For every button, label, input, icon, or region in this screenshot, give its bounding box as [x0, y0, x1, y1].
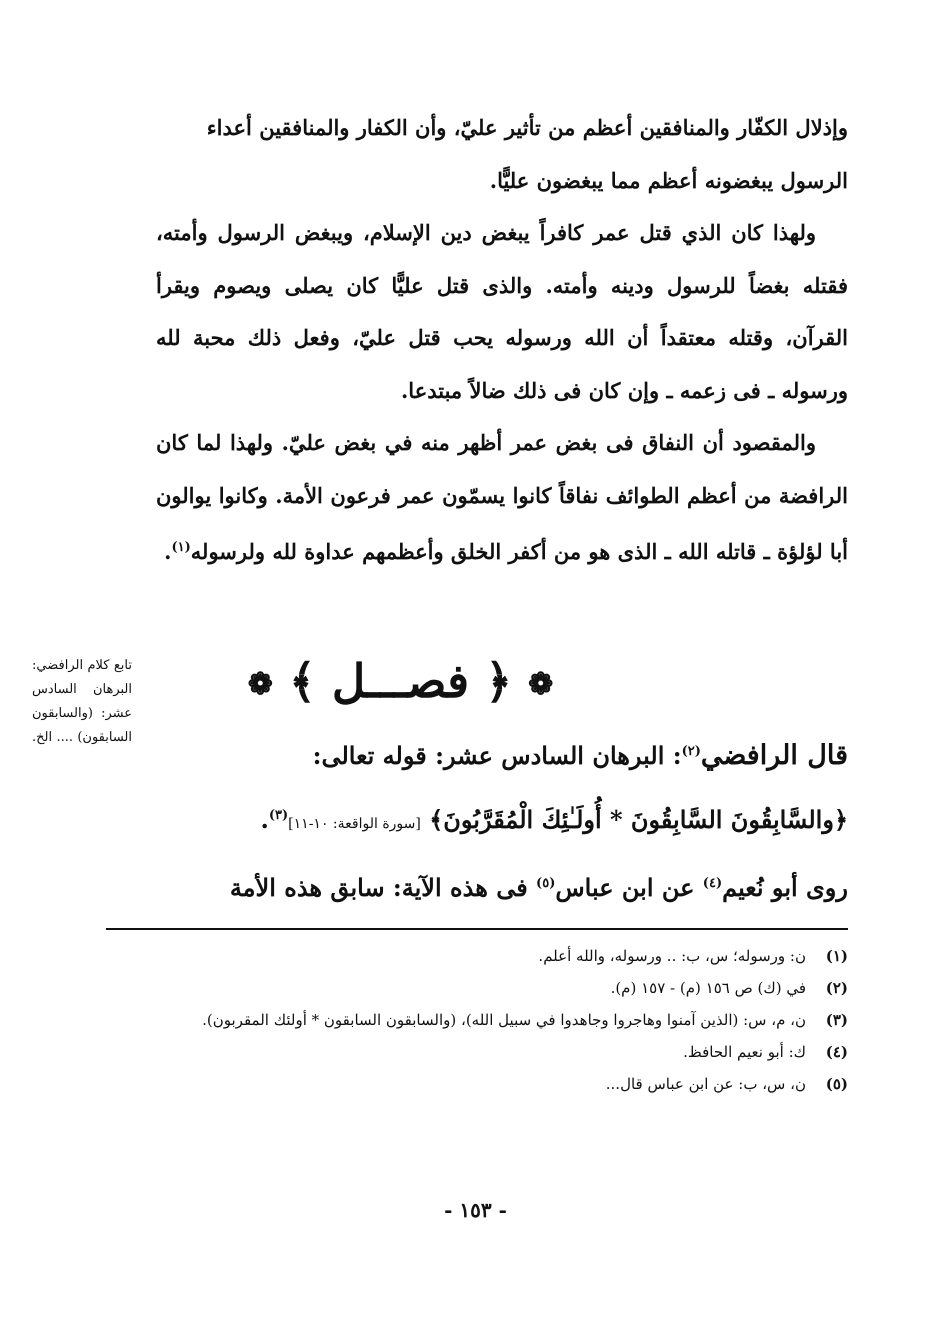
- main-line-2: [156, 786, 848, 854]
- footnote-ref-4: (٤): [702, 876, 723, 891]
- footnote-text: ن، س، ب: عن ابن عباس قال...: [605, 1075, 806, 1093]
- verse-close-bracket: ﴾: [429, 805, 444, 834]
- main-text: [156, 722, 848, 918]
- paragraph-1-line-2: الرسول يبغضونه أعظم مما يبغضون عليًّا.: [489, 167, 848, 193]
- footnote-divider: [106, 928, 848, 930]
- paragraph-3-end: .: [164, 539, 172, 564]
- main-line-2-end: .: [260, 805, 269, 834]
- body-text: [156, 102, 848, 579]
- footnote-ref-2: (٢): [681, 744, 701, 759]
- footnote-item: [106, 1004, 848, 1036]
- page-number: - ١٥٣ -: [444, 1198, 507, 1222]
- ornament-left-icon: ❁: [247, 667, 273, 702]
- paragraph-2: ولهذا كان الذي قتل عمر كافراً يبغض دين الإسلام، ويبغض الرسول وأمته، فقتله بغضاً للرسول ودينه وأمته. والذى قتل عليًّا كان يصلى ويصوم ويقرأ القرآن، وقتله معتقداً أن الله ورسوله يحب قتل عليّ، وفعل ذلك محبة لله ورسوله ـ فى زعمه ـ وإن كان فى ذلك ضالاً مبتدعا.: [156, 220, 848, 403]
- footnote-item: [106, 940, 848, 972]
- main-line-3-b: عن ابن عباس: [555, 873, 703, 902]
- verse-open-bracket: ﴿: [833, 805, 848, 834]
- footnote-item: [106, 972, 848, 1004]
- footnote-text: في (ك) ص ١٥٦ (م) - ١٥٧ (م).: [610, 979, 806, 997]
- speaker-label: قال الرافضي: [700, 740, 848, 771]
- footnote-ref-1: (١): [171, 540, 191, 555]
- footnote-ref-3: (٣): [268, 808, 289, 823]
- main-line-3-c: فى هذه الآية: سابق هذه الأمة: [229, 873, 537, 902]
- quran-verse: والسَّابِقُونَ السَّابِقُونَ * أُولَـٰئِكَ الْمُقَرَّبُونَ: [443, 805, 834, 834]
- main-line-3-a: روى أبو نُعيم: [722, 873, 848, 902]
- footnote-number: (٥): [825, 1075, 848, 1093]
- paragraph-1-line-1: وإذلال الكفّار والمنافقين أعظم من تأثير عليّ، وأن الكفار والمنافقين أعداء: [206, 115, 848, 140]
- paragraph-3: [156, 417, 848, 579]
- main-line-1-rest: : البرهان السادس عشر: قوله تعالى:: [312, 741, 682, 770]
- heading-close-bracket: ﴾: [288, 654, 316, 708]
- footnote-item: [106, 1036, 848, 1068]
- footnote-text: ن، م، س: (الذين آمنوا وهاجروا وجاهدوا في سبيل الله)، (والسابقون السابقون * أولئك المقربون).: [202, 1011, 806, 1029]
- footnote-number: (١): [825, 947, 848, 965]
- heading-title: فصـــل: [331, 654, 470, 708]
- main-line-1: [156, 722, 848, 786]
- ornament-right-icon: ❁: [528, 667, 554, 702]
- footnote-number: (٣): [825, 1011, 848, 1029]
- footnote-text: ك: أبو نعيم الحافظ.: [683, 1043, 806, 1061]
- footnotes: [106, 940, 848, 1100]
- footnote-number: (٤): [825, 1043, 848, 1061]
- footnote-item: [106, 1068, 848, 1100]
- footnote-text: ن: ورسوله؛ س، ب: .. ورسوله، والله أعلم.: [538, 947, 806, 965]
- footnote-number: (٢): [825, 979, 848, 997]
- verse-source: [سورة الواقعة: ١٠-١١]: [288, 816, 421, 832]
- margin-note: تابع كلام الرافضي: البرهان السادس عشر: (والسابقون السابقون) .... الخ.: [32, 658, 132, 745]
- main-line-3: [156, 854, 848, 918]
- footnote-ref-5: (٥): [536, 876, 556, 891]
- heading-open-bracket: ﴿: [485, 654, 513, 708]
- paragraph-3-text: والمقصود أن النفاق فى بغض عمر أظهر منه في بغض عليّ. ولهذا لما كان الرافضة من أعظم الطوائف نفاقاً كانوا يسمّون عمر فرعون الأمة. وكانوا يوالون أبا لؤلؤة ـ قاتله الله ـ الذى هو من أكفر الخلق وأعظمهم عداوة لله ولرسوله: [156, 430, 848, 564]
